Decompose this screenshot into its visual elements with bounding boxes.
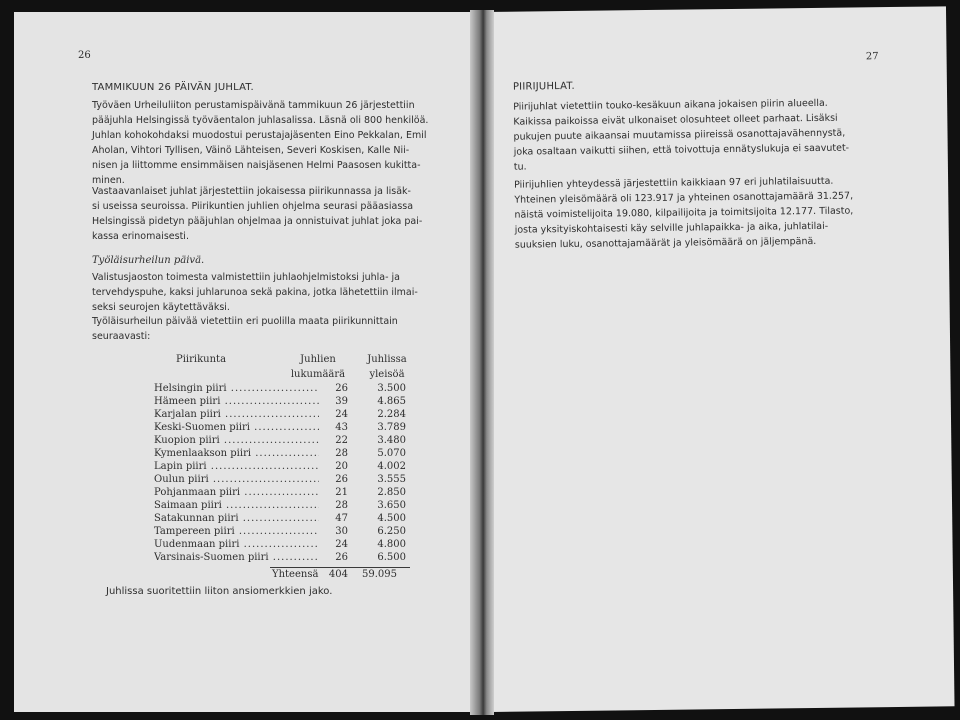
text-line: Aholan, Vihtori Tyllisen, Väinö Lähteisen, Severi Koskisen, Kalle Nii- [92, 145, 410, 156]
festival-count: 22 [335, 435, 348, 446]
text-line: seuraavasti: [92, 331, 151, 342]
audience-count: 3.650 [377, 500, 406, 511]
district-name: Lapin piiri ..... [154, 460, 319, 473]
table-row [154, 525, 414, 538]
audience-count: 2.850 [377, 487, 406, 498]
district-name: Oulun piiri ..... [154, 473, 319, 486]
festival-count: 43 [335, 422, 348, 433]
text-line: Piirijuhlat vietettiin touko-kesäkuun aikana jokaisen piirin alueella. [513, 97, 828, 113]
total-divider [270, 567, 410, 568]
table-row [154, 447, 414, 460]
table-row [154, 395, 414, 408]
text-line: pääjuhla Helsingissä työväentalon juhlasalissa. Läsnä oli 800 henkilöä. [92, 115, 429, 126]
text-line: Yhteinen yleisömäärä oli 123.917 ja yhteinen osanottajamäärä 31.257, [514, 190, 854, 206]
audience-count: 2.284 [377, 409, 406, 420]
table-row [154, 486, 414, 499]
audience-count: 4.002 [377, 461, 406, 472]
text-line: Työläisurheilun päivää vietettiin eri puolilla maata piirikunnittain [92, 316, 398, 327]
audience-count: 4.800 [377, 539, 406, 550]
district-name: Varsinais-Suomen piiri ..... [154, 551, 319, 564]
table-row [154, 408, 414, 421]
festival-count: 47 [335, 513, 348, 524]
total-audience: 59.095 [362, 569, 397, 580]
district-name: Hämeen piiri ..... [154, 395, 319, 408]
left-paragraph-4 [92, 314, 462, 344]
audience-count: 3.480 [377, 435, 406, 446]
left-page-heading: TAMMIKUUN 26 PÄIVÄN JUHLAT. [92, 82, 254, 93]
district-name: Helsingin piiri ..... [154, 382, 319, 395]
table-row [154, 382, 414, 395]
district-name: Saimaan piiri ..... [154, 499, 319, 512]
left-paragraph-1 [92, 98, 462, 188]
page-number-right: 27 [865, 51, 879, 63]
district-name: Tampereen piiri ..... [154, 525, 319, 538]
festival-count: 39 [335, 396, 348, 407]
district-name: Karjalan piiri ..... [154, 408, 319, 421]
text-line: suuksien luku, osanottajamäärät ja yleisömäärä on jäljempänä. [514, 235, 817, 251]
district-name: Kymenlaakson piiri ..... [154, 447, 319, 460]
total-label: Yhteensä [272, 569, 319, 580]
table-header-count [288, 352, 348, 382]
audience-count: 3.500 [377, 383, 406, 394]
text-line: Valistusjaoston toimesta valmistettiin juhlaohjelmistoksi juhla- ja [92, 272, 401, 283]
table-header-audience-line2: yleisöä [369, 369, 405, 380]
table-row [154, 473, 414, 486]
text-line: seksi seurojen käytettäväksi. [92, 302, 230, 313]
table-header-count-line1: Juhlien [300, 354, 336, 365]
page-number-left: 26 [78, 50, 91, 61]
festival-count: 24 [335, 409, 348, 420]
text-line: näistä voimistelijoita 19.080, kilpailijoita ja toimitsijoita 12.177. Tilasto, [514, 205, 854, 221]
total-count: 404 [328, 569, 348, 580]
text-line: tervehdyspuhe, kaksi juhlarunoa sekä pakina, jotka lähetettiin ilmai- [92, 287, 418, 298]
district-name: Satakunnan piiri ..... [154, 512, 319, 525]
text-line: Juhlan kohokohdaksi muodostui perustajajäsenten Eino Pekkalan, Emil [92, 130, 427, 141]
table-row [154, 512, 414, 525]
festival-count: 28 [335, 500, 348, 511]
right-page-heading: PIIRIJUHLAT. [512, 80, 575, 93]
table-header-count-line2: lukumäärä [290, 369, 346, 380]
table-row [154, 460, 414, 473]
left-paragraph-2 [92, 184, 462, 244]
audience-count: 6.500 [377, 552, 406, 563]
text-line: Vastaavanlaiset juhlat järjestettiin jokaisessa piirikunnassa ja lisäk- [92, 186, 411, 197]
table-header-district: Piirikunta [176, 354, 227, 365]
district-name: Pohjanmaan piiri ..... [154, 486, 319, 499]
table-header-audience-line1: Juhlissa [367, 354, 407, 365]
audience-count: 4.865 [377, 396, 406, 407]
festival-count: 28 [335, 448, 348, 459]
festival-count: 24 [335, 539, 348, 550]
book-gutter [470, 10, 494, 715]
audience-count: 6.250 [377, 526, 406, 537]
table-row [154, 551, 414, 564]
text-line: kassa erinomaisesti. [92, 231, 189, 242]
right-paragraph-1 [513, 95, 884, 175]
festival-count: 21 [335, 487, 348, 498]
table-row [154, 499, 414, 512]
text-line: joka osaltaan vaikutti siihen, että toivottuja ennätyslukuja ei saavutet- [513, 142, 850, 158]
audience-count: 3.555 [377, 474, 406, 485]
text-line: Piirijuhlien yhteydessä järjestettiin kaikkiaan 97 eri juhlatilaisuutta. [514, 175, 834, 191]
audience-count: 5.070 [377, 448, 406, 459]
text-line: si useissa seuroissa. Piirikuntien juhlien ohjelma seurasi pääasiassa [92, 201, 414, 212]
district-name: Kuopion piiri ..... [154, 434, 319, 447]
festival-count: 30 [335, 526, 348, 537]
right-paragraph-2 [514, 173, 885, 253]
table-row [154, 434, 414, 447]
festival-count: 20 [335, 461, 348, 472]
table-row [154, 421, 414, 434]
festival-count: 26 [335, 474, 348, 485]
festival-count: 26 [335, 383, 348, 394]
closing-line: Juhlissa suoritettiin liiton ansiomerkkien jako. [106, 586, 333, 597]
text-line: Kaikissa paikoissa eivät ulkonaiset olosuhteet olleet parhaat. Lisäksi [513, 112, 838, 128]
text-line: Helsingissä pidetyn pääjuhlan ohjelmaa ja onnistuivat juhlat joka pai- [92, 216, 423, 227]
left-paragraph-3 [92, 270, 462, 315]
table-header-audience [362, 352, 412, 382]
right-page [484, 6, 955, 712]
text-line: pukujen puute aikaansai muutamissa piireissä osanottajavähennystä, [513, 127, 846, 143]
text-line: Työväen Urheiluliiton perustamispäivänä tammikuun 26 järjestettiin [92, 100, 415, 111]
left-subheading: Työläisurheilun päivä. [92, 255, 205, 266]
district-name: Keski-Suomen piiri ..... [154, 421, 319, 434]
text-line: nisen ja liittomme ensimmäisen naisjäsenen Helmi Paasosen kukitta- [92, 160, 421, 171]
audience-count: 3.789 [377, 422, 406, 433]
text-line: josta yksityiskohtaisesti käy selville juhlapaikka- ja aika, juhlatilai- [514, 220, 829, 236]
text-line: tu. [513, 161, 527, 173]
festival-count: 26 [335, 552, 348, 563]
text-line: minen. [92, 175, 125, 186]
audience-count: 4.500 [377, 513, 406, 524]
table-row [154, 538, 414, 551]
district-table [154, 382, 414, 564]
district-name: Uudenmaan piiri ..... [154, 538, 319, 551]
